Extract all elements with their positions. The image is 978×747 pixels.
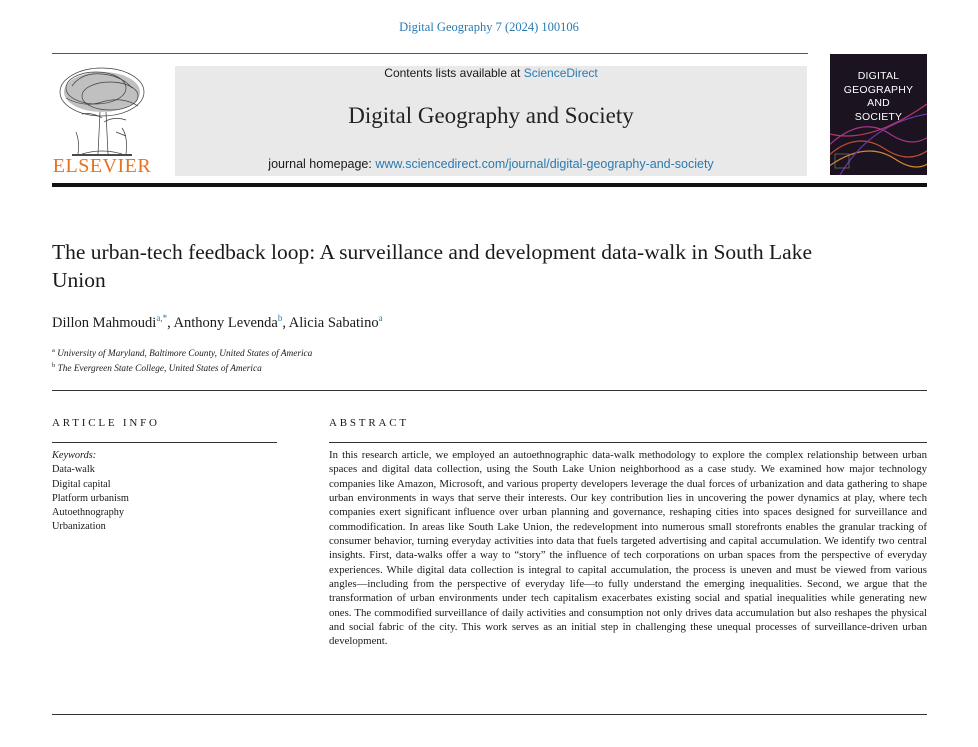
keyword-item: Data-walk (52, 464, 95, 476)
journal-cover-image[interactable] (830, 54, 927, 175)
author-name[interactable]: Alicia Sabatino (288, 314, 379, 331)
homepage-line (175, 157, 807, 171)
header-divider (52, 183, 927, 187)
article-info-heading: ARTICLE INFO (52, 417, 160, 429)
author-name[interactable]: Dillon Mahmoudi (52, 314, 157, 331)
cover-title-line: GEOGRAPHY (843, 83, 914, 96)
affiliation (52, 362, 262, 374)
author-separator: , (167, 314, 174, 331)
contents-prefix: Contents lists available at (384, 66, 524, 80)
keywords-block (52, 449, 129, 535)
keyword-item: Platform urbanism (52, 492, 129, 504)
abstract-text: In this research article, we employed an autoethnographic data-walk methodology to explore the complex relationship between urban spaces and digital data collection, using the South Lake Union neighborhood as a case study. We examined how major technology companies like Amazon, Microsoft, and various property developers leverage the dual forces of urbanization and data gathering to shape urban environments in ways that serve their interests. Our key contribution lies in uncovering the power dynamics at play, where tech companies exert significant influence over urban planning and governance, reshaping cities into spaces designed for surveillance and commodification. In areas like South Lake Union, the redevelopment into numerous small storefronts enables the granular tracking of consumer behavior, turning everyday activities into data that fuels targeted advertising and capital accumulation. We identify two central insights. First, data-walks offer a way to “story” the influence of tech corporations on urban spaces from the perspective of everyday experiences. While digital data collection is integral to capital accumulation, the process is uneven and must be viewed from various angles—including from the perspective of everyday life—to fully understand the emerging inequalities. Second, we argue that the transformation of urban environments under tech capitalism exacerbates existing social and spatial inequalities while generating new ones. The commodified surveillance of daily activities and consumption not only drives data accumulation but also reshapes the physical and social fabric of the city. This work serves as an initial step in challenging these unequal processes of surveillance-driven urban development. (329, 449, 927, 648)
affiliation-text: University of Maryland, Baltimore County, United States of America (57, 349, 313, 360)
keyword-item: Urbanization (52, 521, 106, 533)
keyword-item: Autoethnography (52, 507, 125, 519)
cover-title-line: DIGITAL (857, 70, 900, 82)
journal-header (175, 66, 807, 176)
keywords-label: Keywords: (52, 450, 97, 461)
sciencedirect-link[interactable]: ScienceDirect (523, 66, 598, 80)
homepage-link[interactable]: www.sciencedirect.com/journal/digital-geography-and-society (375, 157, 714, 171)
keyword-item: Digital capital (52, 478, 111, 490)
publisher-logo[interactable] (52, 62, 152, 180)
bottom-divider (52, 714, 927, 715)
cover-title-line: AND (867, 97, 890, 109)
abstract-heading: ABSTRACT (329, 417, 409, 429)
author-affiliation-mark[interactable]: a,* (156, 313, 168, 323)
cover-title-line: SOCIETY (854, 110, 903, 123)
author-affiliation-mark[interactable]: a (378, 313, 383, 323)
contents-line (175, 66, 807, 80)
affiliation-text: The Evergreen State College, United States of America (57, 364, 262, 375)
author-affiliation-mark[interactable]: b (277, 313, 283, 323)
author-list (52, 313, 383, 332)
homepage-prefix: journal homepage: (268, 157, 376, 171)
top-divider (52, 53, 808, 54)
affiliation-mark: a (52, 347, 55, 354)
section-divider (52, 390, 927, 391)
author-separator: , (282, 314, 289, 331)
article-title: The urban-tech feedback loop: A surveillance and development data-walk in South Lake Union (52, 240, 812, 292)
article-info-rule (52, 442, 277, 443)
journal-title[interactable]: Digital Geography and Society (348, 103, 634, 128)
journal-citation[interactable]: Digital Geography 7 (2024) 100106 (399, 20, 579, 34)
author-name[interactable]: Anthony Levenda (173, 314, 278, 331)
affiliation-mark: b (52, 362, 56, 369)
abstract-rule (329, 442, 927, 443)
elsevier-wordmark: ELSEVIER (52, 155, 152, 177)
cover-title (830, 70, 927, 124)
affiliation (52, 347, 312, 359)
